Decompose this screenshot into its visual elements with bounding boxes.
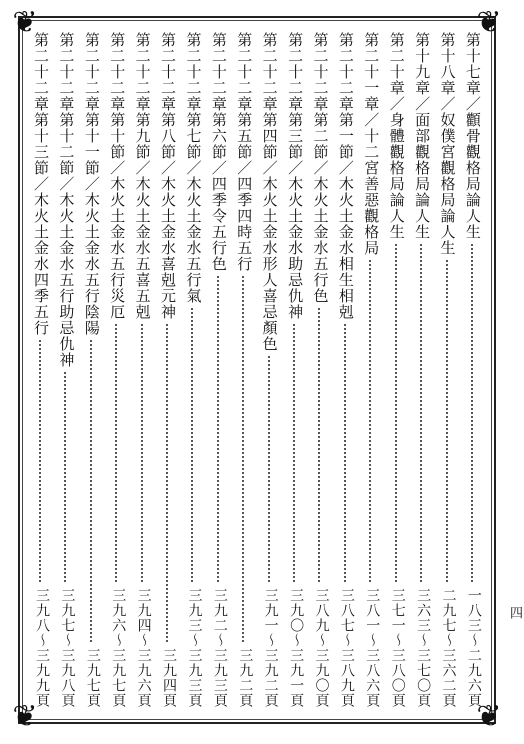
toc-entry-pages: 三九八～三九九頁 bbox=[34, 588, 50, 708]
toc-entry-pages: 三九四～三九六頁 bbox=[135, 588, 152, 708]
toc-entry bbox=[309, 26, 331, 712]
toc-entry-title: 第二十二章第六節／四季令五行色 bbox=[209, 32, 228, 272]
toc-entry-pages: 三八七～三八九頁 bbox=[338, 588, 355, 708]
toc-entry-pages: 三九六～三九七頁 bbox=[110, 588, 127, 708]
leader-dots bbox=[191, 308, 197, 582]
toc-entry-title: 第二十一章／十二宮善惡觀格局 bbox=[362, 32, 381, 256]
toc-entry-pages: 三八九～三九〇頁 bbox=[313, 588, 330, 708]
leader-dots bbox=[293, 324, 299, 582]
toc-entry bbox=[411, 26, 433, 712]
leader-dots bbox=[90, 340, 96, 642]
toc-entry-title: 第二十二章第五節／四季四時五行 bbox=[235, 32, 254, 272]
toc-entry bbox=[335, 26, 357, 712]
toc-entry bbox=[106, 26, 128, 712]
toc-entry bbox=[157, 26, 179, 712]
leader-dots bbox=[471, 244, 477, 582]
leader-dots bbox=[115, 324, 121, 582]
toc-entry-pages: 三九四頁 bbox=[161, 648, 178, 708]
leader-dots bbox=[395, 244, 401, 582]
toc-entry-pages: 三八一～三八六頁 bbox=[364, 588, 381, 708]
leader-dots bbox=[344, 324, 350, 582]
leader-dots bbox=[268, 356, 274, 582]
toc-entry-title: 第二十二章第八節／木火土金水喜剋元神 bbox=[159, 32, 178, 320]
toc-entry-pages: 二九七～三六二頁 bbox=[440, 588, 457, 708]
toc-entry bbox=[81, 26, 103, 712]
toc-entry bbox=[132, 26, 154, 712]
leader-dots bbox=[318, 308, 324, 582]
toc-entry bbox=[259, 26, 281, 712]
toc-entry-pages: 三六三～三七〇頁 bbox=[415, 588, 432, 708]
leader-dots bbox=[369, 260, 375, 582]
toc-entry bbox=[284, 26, 306, 712]
leader-dots bbox=[217, 276, 223, 582]
toc-entry-pages: 一八三～二九六頁 bbox=[465, 588, 482, 708]
toc-entry-pages: 三九三～三九三頁 bbox=[186, 588, 203, 708]
toc-entry-pages: 三九〇～三九一頁 bbox=[288, 588, 305, 708]
page-number: 四 bbox=[507, 606, 522, 619]
toc-entry-title: 第二十二章第一節／木火土金水相生相剋 bbox=[336, 32, 355, 320]
toc-entry-pages: 三九二頁 bbox=[237, 648, 254, 708]
toc-entry-title: 第二十二章第九節／木火土金水五喜五剋 bbox=[133, 32, 152, 320]
toc-entry-title: 第十八章／奴僕宮觀格局論人生 bbox=[438, 32, 457, 256]
toc-entry-title: 第二十二章第二節／木火土金水五行色 bbox=[311, 32, 330, 304]
toc-entry-pages: 三九七頁 bbox=[84, 648, 101, 708]
toc-entry-pages: 三九七～三九八頁 bbox=[59, 588, 76, 708]
leader-dots bbox=[420, 244, 426, 582]
toc-entry-title: 第二十二章第十一節／木火土金水五行陰陽 bbox=[82, 32, 101, 336]
toc-entry-title: 第二十二章第十二節／木火土金水五行助忌仇神 bbox=[57, 32, 76, 368]
leader-dots bbox=[64, 372, 70, 582]
toc-entry-title: 第十九章／面部觀格局論人生 bbox=[413, 32, 432, 240]
toc-entry bbox=[182, 26, 204, 712]
toc-entry bbox=[386, 26, 408, 712]
corner-ornament-icon: ❦ bbox=[476, 5, 502, 40]
leader-dots bbox=[141, 324, 147, 582]
toc-entry-pages: 三九一～三九二頁 bbox=[262, 588, 279, 708]
leader-dots bbox=[242, 276, 248, 642]
corner-ornament-icon: ❦ bbox=[12, 5, 38, 40]
table-of-contents bbox=[30, 26, 484, 712]
toc-entry-title: 第二十二章第四節／木火土金水形人喜忌顏色 bbox=[260, 32, 279, 352]
toc-entry-title: 第二十二章第十節／木火土金水五行災厄 bbox=[108, 32, 127, 320]
leader-dots bbox=[39, 340, 45, 582]
toc-entry-title: 第二十章／身體觀格局論人生 bbox=[387, 32, 406, 240]
corner-ornament-icon: ❦ bbox=[12, 699, 38, 734]
corner-ornament-icon: ❦ bbox=[476, 699, 502, 734]
toc-entry bbox=[437, 26, 459, 712]
toc-entry bbox=[462, 26, 484, 712]
toc-entry-title: 第十七章／顴骨觀格局論人生 bbox=[463, 32, 482, 240]
toc-entry-title: 第二十二章第十三節／木火土金水四季五行 bbox=[32, 32, 50, 336]
toc-entry bbox=[208, 26, 230, 712]
leader-dots bbox=[166, 324, 172, 642]
toc-entry-pages: 三九二～三九三頁 bbox=[211, 588, 228, 708]
toc-entry bbox=[360, 26, 382, 712]
toc-entry-title: 第二十二章第七節／木火土金水五行氣 bbox=[184, 32, 203, 304]
toc-entry-title: 第二十二章第三節／木火土金水助忌仇神 bbox=[286, 32, 305, 320]
toc-entry-pages: 三七一～三八〇頁 bbox=[389, 588, 406, 708]
toc-entry bbox=[30, 26, 52, 712]
leader-dots bbox=[446, 260, 452, 582]
toc-entry bbox=[233, 26, 255, 712]
toc-entry bbox=[55, 26, 77, 712]
